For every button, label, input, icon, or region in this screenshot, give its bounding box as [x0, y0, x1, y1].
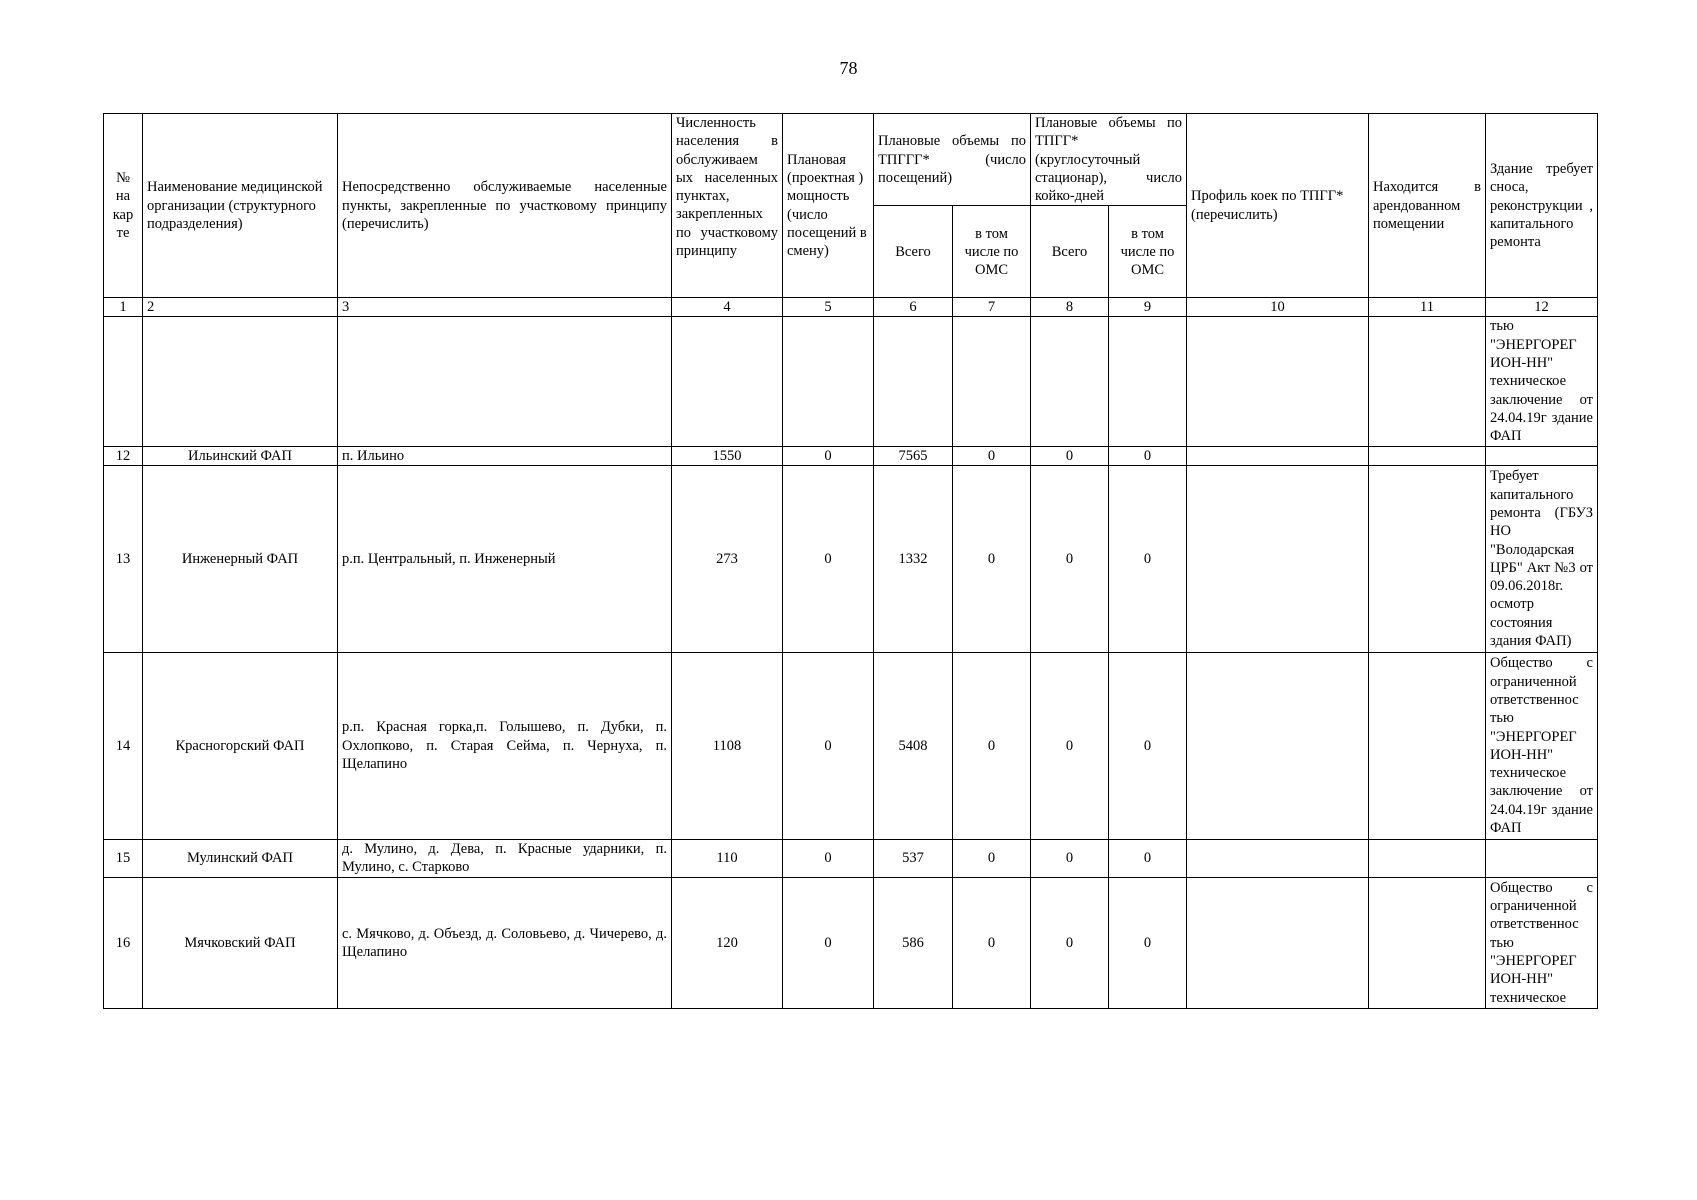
column-number: 3 [338, 298, 672, 317]
header-col-visits-oms: в том числе по ОМС [953, 206, 1031, 298]
row-number [104, 317, 143, 446]
row-population: 1550 [672, 446, 783, 465]
header-col-beds-oms: в том числе по ОМС [1109, 206, 1187, 298]
row-visits-oms: 0 [953, 465, 1031, 652]
row-number: 12 [104, 446, 143, 465]
row-visits-total: 586 [874, 877, 953, 1008]
row-visits-total: 537 [874, 839, 953, 877]
row-profile [1187, 465, 1369, 652]
row-rented [1369, 877, 1486, 1008]
row-points: д. Мулино, д. Дева, п. Красные ударники, п. Мулино, с. Старково [338, 839, 672, 877]
row-beds-oms: 0 [1109, 446, 1187, 465]
header-col-beds-total: Всего [1031, 206, 1109, 298]
row-profile [1187, 446, 1369, 465]
row-beds-total [1031, 317, 1109, 446]
column-number: 7 [953, 298, 1031, 317]
row-population: 273 [672, 465, 783, 652]
header-group-beds: Плановые объемы по ТПГГ* (круглосуточный стационар), число койко-дней [1031, 114, 1187, 206]
row-beds-oms: 0 [1109, 652, 1187, 839]
column-number: 9 [1109, 298, 1187, 317]
row-rented [1369, 465, 1486, 652]
header-col-repair: Здание требует сноса, реконструкции , капитального ремонта [1486, 114, 1598, 298]
header-col-rented: Находится в арендованном помещении [1369, 114, 1486, 298]
table-row [104, 465, 1598, 652]
row-points: р.п. Центральный, п. Инженерный [338, 465, 672, 652]
row-note: тью "ЭНЕРГОРЕГ ИОН-НН" техническое заключение от 24.04.19г здание ФАП [1486, 317, 1598, 446]
row-rented [1369, 446, 1486, 465]
column-number: 1 [104, 298, 143, 317]
row-note: Требует капитального ремонта (ГБУЗ НО "Володарская ЦРБ" Акт №3 от 09.06.2018г. осмотр состояния здания ФАП) [1486, 465, 1598, 652]
row-beds-oms: 0 [1109, 877, 1187, 1008]
header-col-capacity: Плановая (проектная ) мощность (число посещений в смену) [783, 114, 874, 298]
row-number: 15 [104, 839, 143, 877]
row-capacity: 0 [783, 652, 874, 839]
header-col-population: Численность населения в обслуживаем ых населенных пунктах, закрепленных по участковому принципу [672, 114, 783, 298]
row-beds-total: 0 [1031, 446, 1109, 465]
column-number: 2 [143, 298, 338, 317]
table-row [104, 877, 1598, 1008]
row-rented [1369, 839, 1486, 877]
table-row [104, 652, 1598, 839]
row-population: 120 [672, 877, 783, 1008]
row-number: 16 [104, 877, 143, 1008]
row-profile [1187, 839, 1369, 877]
column-number: 6 [874, 298, 953, 317]
row-visits-total: 5408 [874, 652, 953, 839]
row-note [1486, 839, 1598, 877]
row-population: 1108 [672, 652, 783, 839]
header-col-visits-total: Всего [874, 206, 953, 298]
fap-table [103, 113, 1598, 1009]
row-name: Мулинский ФАП [143, 839, 338, 877]
row-visits-oms: 0 [953, 839, 1031, 877]
row-visits-total [874, 317, 953, 446]
column-number: 4 [672, 298, 783, 317]
header-col-points: Непосредственно обслуживаемые населенные пункты, закрепленные по участковому принципу (перечислить) [338, 114, 672, 298]
row-note: Общество с ограниченной ответственнос тью "ЭНЕРГОРЕГ ИОН-НН" техническое заключение от 24.04.19г здание ФАП [1486, 652, 1598, 839]
row-note: Общество с ограниченной ответственнос тью "ЭНЕРГОРЕГ ИОН-НН" техническое [1486, 877, 1598, 1008]
row-beds-total: 0 [1031, 465, 1109, 652]
row-profile [1187, 317, 1369, 446]
row-name: Красногорский ФАП [143, 652, 338, 839]
row-name: Мячковский ФАП [143, 877, 338, 1008]
row-visits-oms: 0 [953, 446, 1031, 465]
table-row [104, 446, 1598, 465]
column-number: 5 [783, 298, 874, 317]
column-number: 12 [1486, 298, 1598, 317]
row-visits-total: 1332 [874, 465, 953, 652]
row-population [672, 317, 783, 446]
row-points: с. Мячково, д. Объезд, д. Соловьево, д. Чичерево, д. Щелапино [338, 877, 672, 1008]
row-note [1486, 446, 1598, 465]
table-row [104, 839, 1598, 877]
row-visits-total: 7565 [874, 446, 953, 465]
row-beds-oms [1109, 317, 1187, 446]
header-group-visits: Плановые объемы по ТПГГГ* (число посещений) [874, 114, 1031, 206]
row-beds-total: 0 [1031, 839, 1109, 877]
column-number-row [104, 298, 1598, 317]
row-beds-total: 0 [1031, 877, 1109, 1008]
row-capacity: 0 [783, 877, 874, 1008]
column-number: 10 [1187, 298, 1369, 317]
row-beds-oms: 0 [1109, 839, 1187, 877]
row-name: Ильинский ФАП [143, 446, 338, 465]
row-capacity: 0 [783, 446, 874, 465]
row-capacity [783, 317, 874, 446]
header-col-name: Наименование медицинской организации (структурного подразделения) [143, 114, 338, 298]
row-rented [1369, 652, 1486, 839]
row-name [143, 317, 338, 446]
row-name: Инженерный ФАП [143, 465, 338, 652]
row-capacity: 0 [783, 839, 874, 877]
column-number: 11 [1369, 298, 1486, 317]
row-visits-oms [953, 317, 1031, 446]
row-visits-oms: 0 [953, 877, 1031, 1008]
row-number: 13 [104, 465, 143, 652]
header-col-number: № на кар те [104, 114, 143, 298]
row-rented [1369, 317, 1486, 446]
table-header [104, 114, 1598, 317]
row-visits-oms: 0 [953, 652, 1031, 839]
row-population: 110 [672, 839, 783, 877]
page-number: 78 [839, 58, 858, 78]
row-beds-oms: 0 [1109, 465, 1187, 652]
row-profile [1187, 652, 1369, 839]
row-number: 14 [104, 652, 143, 839]
row-capacity: 0 [783, 465, 874, 652]
row-points: р.п. Красная горка,п. Голышево, п. Дубки, п. Охлопково, п. Старая Сейма, п. Чернуха, п. Щелапино [338, 652, 672, 839]
row-points: п. Ильино [338, 446, 672, 465]
row-points [338, 317, 672, 446]
column-number: 8 [1031, 298, 1109, 317]
row-profile [1187, 877, 1369, 1008]
table-row [104, 317, 1598, 446]
row-beds-total: 0 [1031, 652, 1109, 839]
header-col-profile: Профиль коек по ТПГГ* (перечислить) [1187, 114, 1369, 298]
